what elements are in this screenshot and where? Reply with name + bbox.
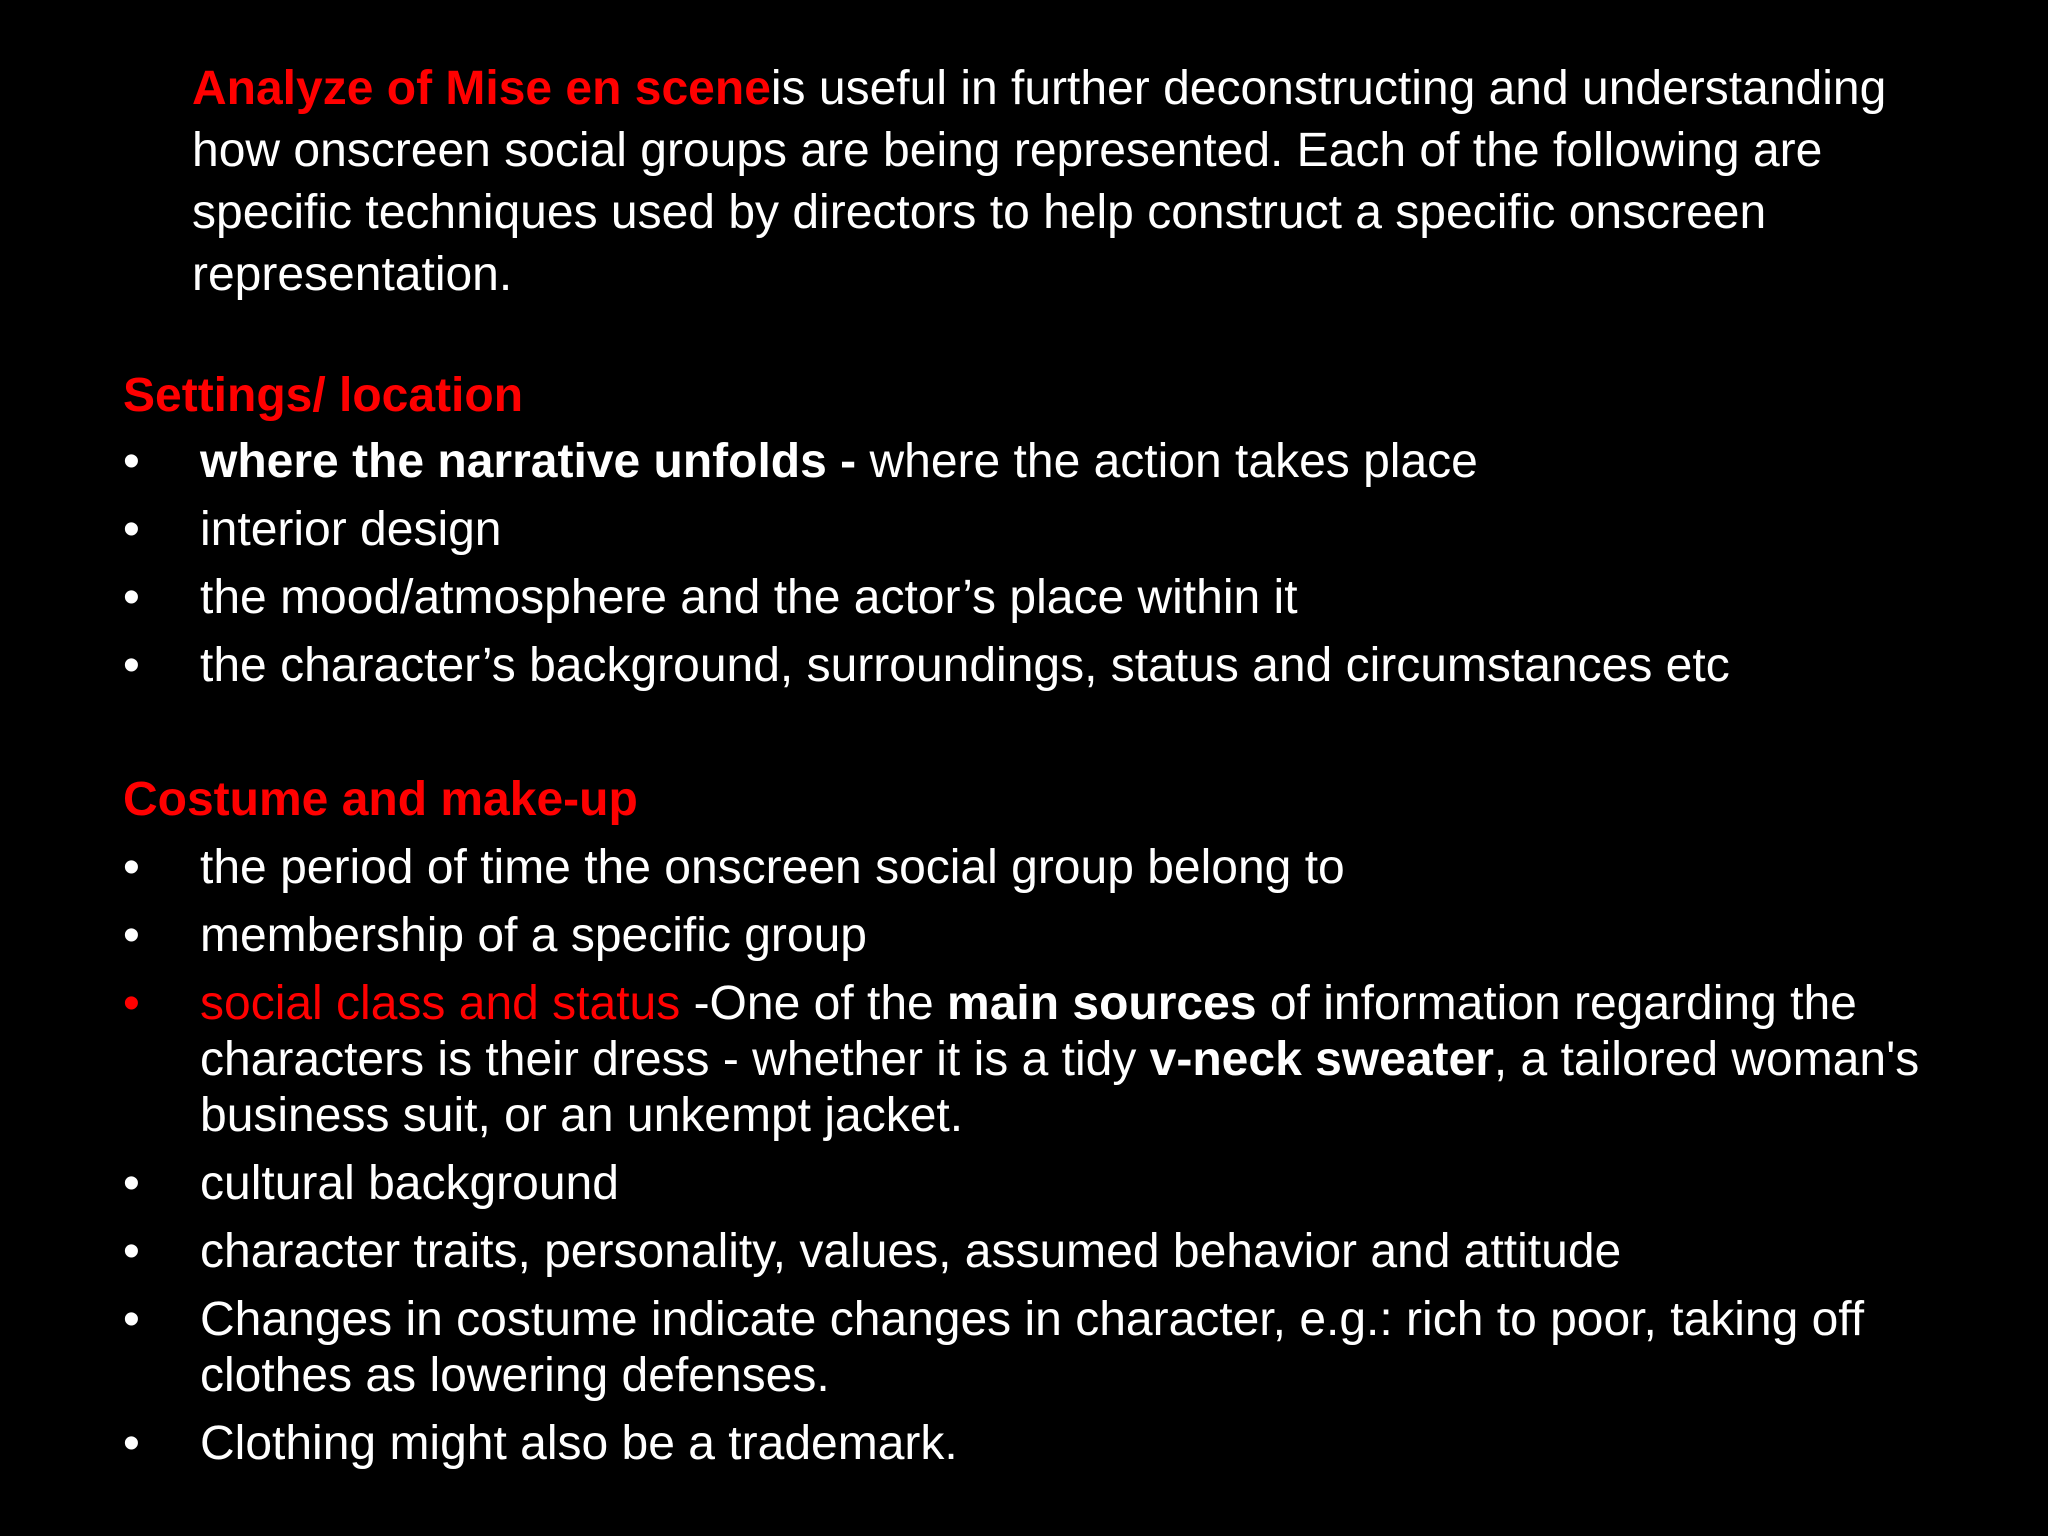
- costume-item3-red: social class and status: [200, 977, 681, 1030]
- costume-list: [0, 840, 2048, 1484]
- bullet-icon: •: [123, 1417, 140, 1470]
- bullet-icon: •: [123, 977, 140, 1030]
- list-item: [0, 908, 2048, 964]
- costume-item2: membership of a specific group: [200, 909, 867, 962]
- list-item: [0, 638, 2048, 694]
- settings-heading: Settings/ location: [123, 369, 524, 422]
- settings-item1-bold: where the narrative unfolds -: [200, 435, 857, 488]
- costume-item4: cultural background: [200, 1157, 619, 1210]
- costume-item3-b: of information regarding the characters is their dress - whether it is a tidy: [200, 977, 1857, 1086]
- list-item: [0, 976, 2048, 1144]
- costume-item3-bold2: v-neck sweater: [1149, 1033, 1494, 1086]
- list-item: [0, 840, 2048, 896]
- settings-item2: interior design: [200, 503, 502, 556]
- costume-item3-bold1: main sources: [947, 977, 1257, 1030]
- list-item: [0, 1156, 2048, 1212]
- intro-highlight: Analyze of Mise en scene: [192, 62, 771, 115]
- costume-item6: Changes in costume indicate changes in character, e.g.: rich to poor, taking off clothes as lowering defenses.: [200, 1293, 1865, 1402]
- intro-text: is useful in further deconstructing and understanding how onscreen social groups are being represented. Each of the following are specific techniques used by directors to help construct a specific onscreen representation.: [192, 62, 1887, 301]
- costume-item7: Clothing might also be a trademark.: [200, 1417, 958, 1470]
- list-item: [0, 1416, 2048, 1472]
- bullet-icon: •: [123, 639, 140, 692]
- settings-item3: the mood/atmosphere and the actor’s place within it: [200, 571, 1298, 624]
- bullet-icon: •: [123, 503, 140, 556]
- list-item: [0, 570, 2048, 626]
- costume-heading: Costume and make-up: [123, 773, 638, 826]
- settings-item4: the character’s background, surroundings, status and circumstances etc: [200, 639, 1730, 692]
- bullet-icon: •: [123, 841, 140, 894]
- bullet-icon: •: [123, 1157, 140, 1210]
- bullet-icon: •: [123, 1225, 140, 1278]
- bullet-icon: •: [123, 909, 140, 962]
- list-item: [0, 502, 2048, 558]
- list-item: [0, 1292, 2048, 1404]
- costume-item3-c: , a tailored woman's business suit, or an unkempt jacket.: [200, 1033, 1920, 1142]
- bullet-icon: •: [123, 571, 140, 624]
- costume-item5: character traits, personality, values, assumed behavior and attitude: [200, 1225, 1622, 1278]
- list-item: [0, 434, 2048, 490]
- list-item: [0, 1224, 2048, 1280]
- bullet-icon: •: [123, 435, 140, 488]
- settings-item1-rest: where the action takes place: [856, 435, 1478, 488]
- bullet-icon: •: [123, 1293, 140, 1346]
- settings-list: [0, 434, 2048, 706]
- intro-paragraph: [192, 58, 1932, 306]
- costume-item1: the period of time the onscreen social group belong to: [200, 841, 1345, 894]
- costume-item3-a: -One of the: [680, 977, 948, 1030]
